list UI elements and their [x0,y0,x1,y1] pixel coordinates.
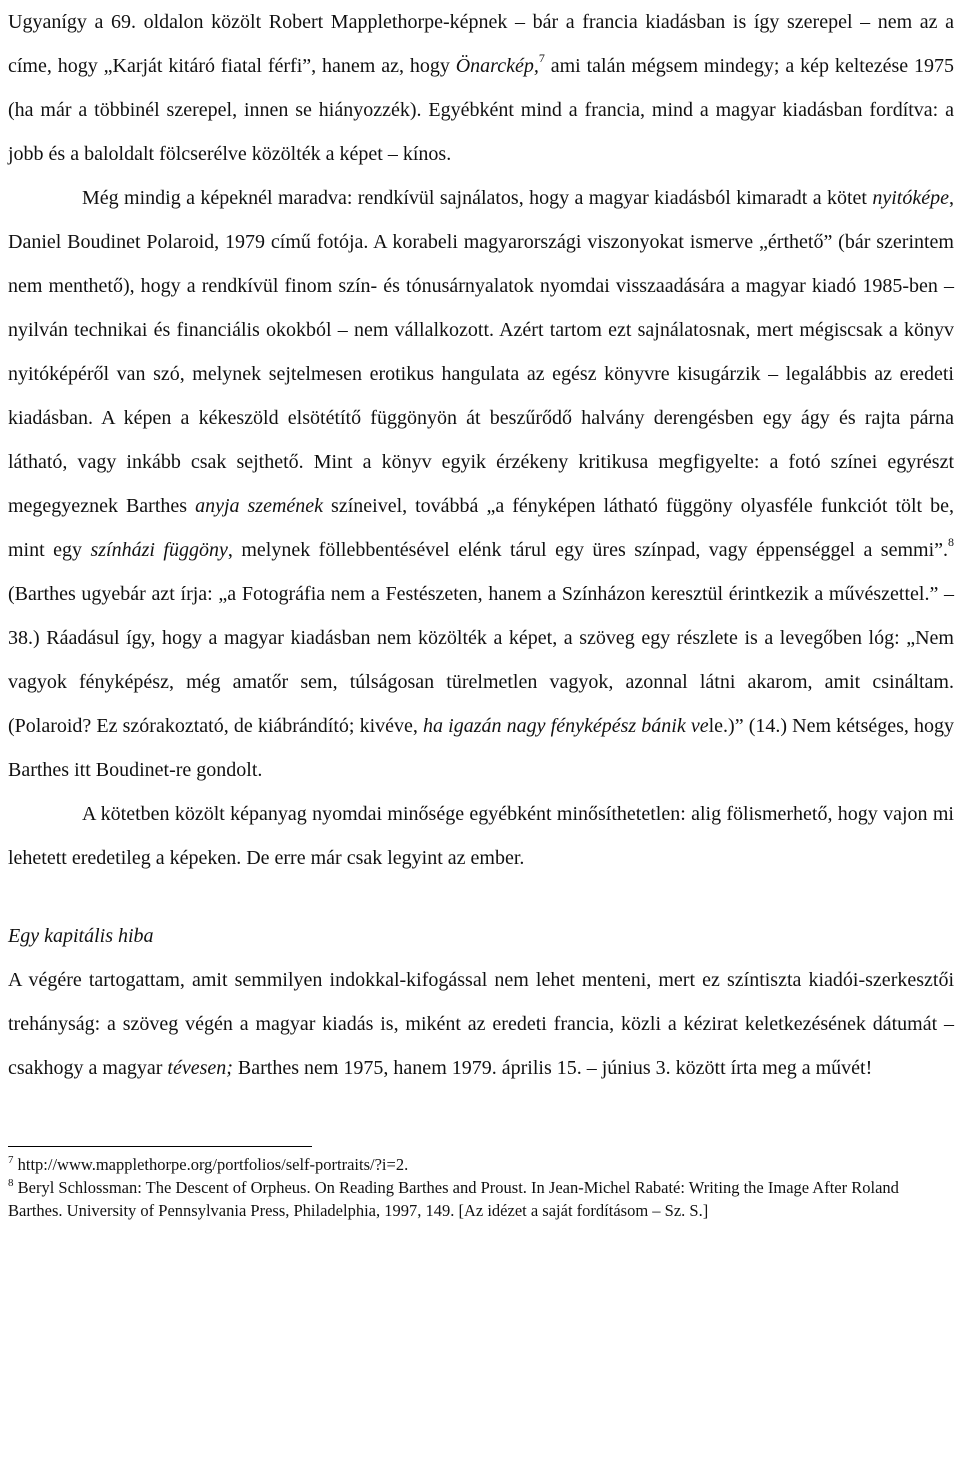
paragraph-2-text-e: (Barthes ugyebár azt írja: „a Fotográfia nem a Festészeten, hanem a Színházon keresztül érintkezik a művészettel.” – 38.) Ráadásul így, hogy a magyar kiadásban nem közölték a képet, a szöveg egy részlete is a levegőben lóg: „Nem vagyok fényképész, még amatőr sem, túlságosan türelmetlen vagyok, azonnal látni akarom, amit csináltam. (Polaroid? Ez szórakoztató, de kiábrándító; kivéve, [8,583,954,737]
paragraph-2-italic-d: ha igazán nagy fényképész bánik ve [423,715,709,737]
paragraph-4-italic-a: tévesen; [167,1057,233,1079]
paragraph-2-text-d: , melynek föllebbentésével elénk tárul egy üres színpad, vagy éppenséggel a semmi”. [227,539,948,561]
document-page [8,0,954,1222]
paragraph-2-text-f: le.)” (14.) Nem kétséges, hogy Barthes itt Boudinet-re gondolt. [8,715,955,781]
footnote-divider [8,1146,312,1147]
footnote-8-number: 8 [8,1176,14,1189]
paragraph-1-text-a: Ugyanígy a 69. oldalon közölt Robert Mapplethorpe-képnek – bár a francia kiadásban is így szerepel – nem az a címe, hogy „Karját kitáró fiatal férfi”, hanem az, hogy [8,11,954,77]
footnote-8-text: Beryl Schlossman: The Descent of Orpheus. On Reading Barthes and Proust. In Jean-Michel Rabaté: Writing the Image After Roland Barthes. University of Pennsylvania Press, Philadelphia, 1997, 149. [Az idézet a saját fordításom – Sz. S.] [8,1178,899,1220]
footnote-7-number: 7 [8,1153,14,1166]
paragraph-4-text-a: A végére tartogattam, amit semmilyen indokkal-kifogással nem lehet menteni, mert ez színtiszta kiadói-szerkesztői trehányság: a szöveg végén a magyar kiadás is, miként az eredeti francia, közli a kézirat keletkezésének dátumát – csakhogy a magyar [8,969,954,1079]
paragraph-2-italic-c: színházi függöny [90,539,228,561]
paragraph-1 [8,0,954,176]
paragraph-1-italic-a: Önarckép, [455,55,539,77]
paragraph-2-italic-a: nyitóképe [872,187,949,209]
section-heading: Egy kapitális hiba [8,925,154,947]
footnote-ref-8[interactable]: 8 [948,535,954,550]
footnote-7-text[interactable]: http://www.mapplethorpe.org/portfolios/self-portraits/?i=2. [13,1155,409,1174]
paragraph-2-text-a: Még mindig a képeknél maradva: rendkívül sajnálatos, hogy a magyar kiadásból kimaradt a kötet [82,187,873,209]
footnote-7 [8,1153,954,1176]
paragraph-2-text-b: , Daniel Boudinet Polaroid, 1979 című fotója. A korabeli magyarországi viszonyokat ismerve „érthető” (bár szerintem nem menthető), hogy a rendkívül finom szín- és tónusárnyalatok nyomdai visszaadására a magyar kiadó 1985-ben – nyilván technikai és financiális okokból – nem vállalkozott. Azért tartom ezt sajnálatosnak, mert mégiscsak a könyv nyitóképéről van szó, melynek sejtelmesen erotikus hangulata az egész könyvre kisugárzik – legalábbis az eredeti kiadásban. A képen a kékeszöld elsötétítő függönyön át beszűrődő halvány derengésben egy ágy és rajta párna látható, vagy inkább csak sejthető. Mint a könyv egyik érzékeny kritikusa megfigyelte: a fotó színei egyrészt megegyeznek Barthes [8,187,954,517]
paragraph-4-text-b: Barthes nem 1975, hanem 1979. április 15. – június 3. között írta meg a művét! [232,1057,873,1079]
paragraph-1-text-b: ami talán mégsem mindegy; a kép keltezése 1975 (ha már a többinél szerepel, innen se hiányozzék). Egyébként mind a francia, mind a magyar kiadásban fordítva: a jobb és a baloldalt fölcserélve közölték a képet – kínos. [8,55,954,165]
paragraph-4 [8,958,954,1090]
paragraph-2-italic-b: anyja szemének [195,495,324,517]
paragraph-2-text-c: színeivel, továbbá „a fényképen látható függöny olyasféle funkciót tölt be, mint egy [8,495,954,561]
paragraph-2 [8,176,954,792]
footnote-ref-7[interactable]: 7 [538,51,545,66]
footnote-8 [8,1176,954,1222]
paragraph-3: A kötetben közölt képanyag nyomdai minősége egyébként minősíthetetlen: alig fölismerhető, hogy vajon mi lehetett eredetileg a képeken. De erre már csak legyint az ember. [8,803,954,869]
